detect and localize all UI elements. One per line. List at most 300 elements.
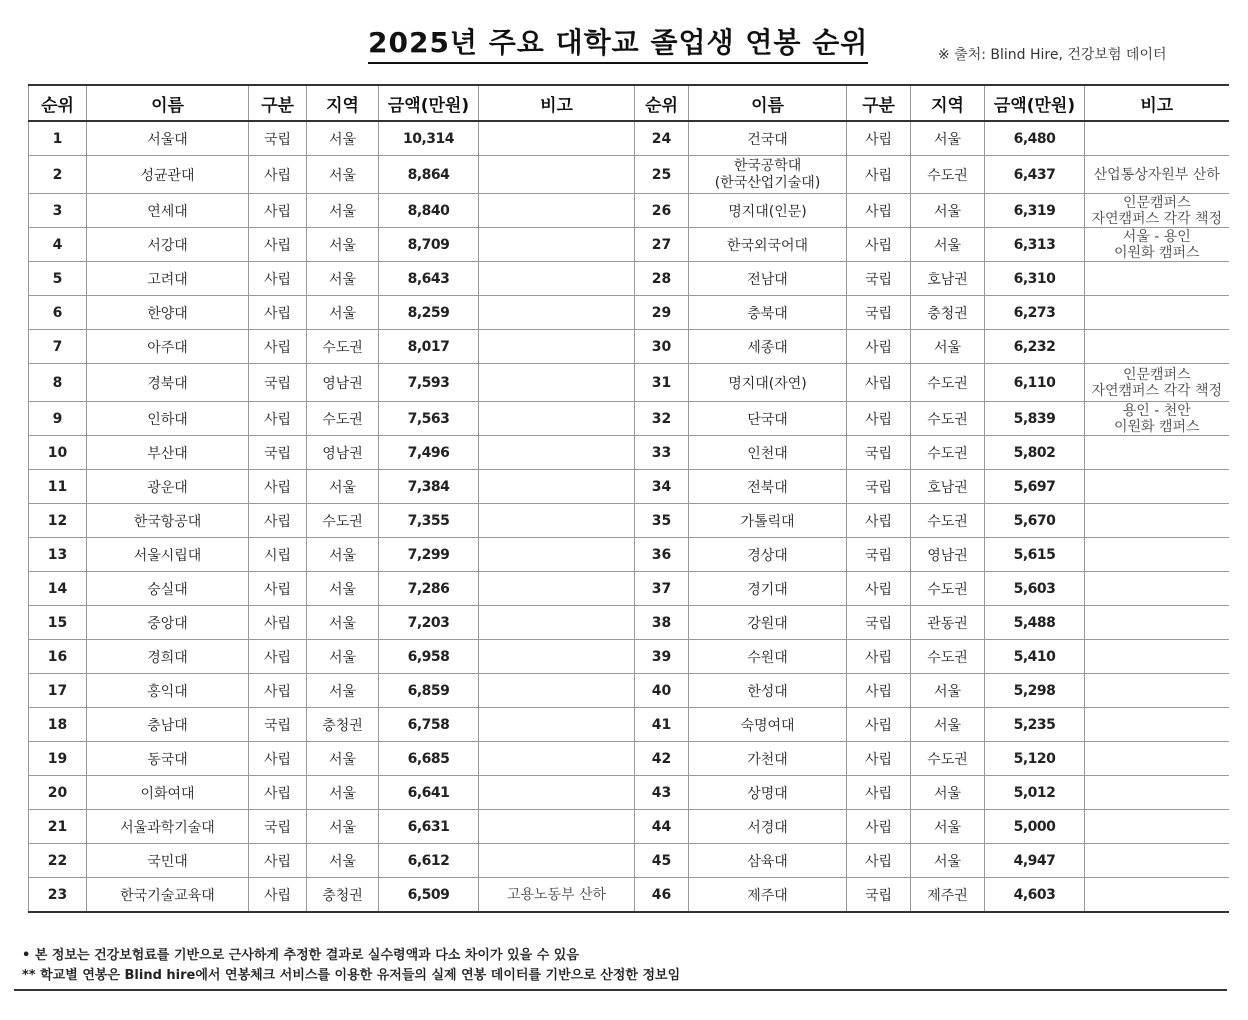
type-cell: 국립 (249, 436, 307, 470)
type-cell: 사립 (847, 156, 911, 194)
name-cell: 삼육대 (689, 844, 847, 878)
type-cell: 국립 (847, 262, 911, 296)
name-cell: 한국공학대 (한국산업기술대) (689, 156, 847, 194)
header-type: 구분 (847, 85, 911, 121)
type-cell: 사립 (847, 640, 911, 674)
rank-cell: 35 (635, 504, 689, 538)
rank-cell: 13 (29, 538, 87, 572)
type-cell: 사립 (249, 606, 307, 640)
type-cell: 국립 (847, 878, 911, 913)
amount-cell: 4,603 (985, 878, 1085, 913)
note-cell (1085, 436, 1229, 470)
header-amount: 금액(만원) (985, 85, 1085, 121)
name-cell: 한양대 (87, 296, 249, 330)
note-cell (479, 436, 635, 470)
type-cell: 사립 (249, 228, 307, 262)
name-cell: 경기대 (689, 572, 847, 606)
header-rank: 순위 (635, 85, 689, 121)
rank-cell: 2 (29, 156, 87, 194)
header-note: 비고 (1085, 85, 1229, 121)
note-cell (1085, 262, 1229, 296)
name-cell: 한국항공대 (87, 504, 249, 538)
note-cell (1085, 640, 1229, 674)
region-cell: 서울 (307, 194, 379, 228)
note-cell (479, 330, 635, 364)
name-cell: 국민대 (87, 844, 249, 878)
note-cell (1085, 538, 1229, 572)
name-cell: 서경대 (689, 810, 847, 844)
name-cell: 숭실대 (87, 572, 249, 606)
region-cell: 서울 (307, 156, 379, 194)
amount-cell: 6,319 (985, 194, 1085, 228)
rank-cell: 1 (29, 121, 87, 156)
type-cell: 국립 (847, 470, 911, 504)
rank-cell: 37 (635, 572, 689, 606)
amount-cell: 6,758 (379, 708, 479, 742)
amount-cell: 6,232 (985, 330, 1085, 364)
name-cell: 동국대 (87, 742, 249, 776)
note-cell (1085, 742, 1229, 776)
note-cell (1085, 121, 1229, 156)
type-cell: 사립 (249, 572, 307, 606)
region-cell: 서울 (307, 470, 379, 504)
amount-cell: 5,000 (985, 810, 1085, 844)
type-cell: 사립 (249, 776, 307, 810)
type-cell: 사립 (847, 572, 911, 606)
amount-cell: 5,410 (985, 640, 1085, 674)
amount-cell: 5,615 (985, 538, 1085, 572)
table-row (29, 228, 1229, 262)
note-cell: 인문캠퍼스 자연캠퍼스 각각 책정 (1085, 364, 1229, 402)
name-cell: 인천대 (689, 436, 847, 470)
rank-cell: 22 (29, 844, 87, 878)
table-row (29, 844, 1229, 878)
type-cell: 사립 (847, 504, 911, 538)
amount-cell: 8,709 (379, 228, 479, 262)
amount-cell: 8,643 (379, 262, 479, 296)
name-cell: 숙명여대 (689, 708, 847, 742)
rank-cell: 14 (29, 572, 87, 606)
rank-cell: 31 (635, 364, 689, 402)
rank-cell: 7 (29, 330, 87, 364)
table-row (29, 538, 1229, 572)
type-cell: 사립 (249, 470, 307, 504)
note-cell (479, 606, 635, 640)
header-name: 이름 (689, 85, 847, 121)
region-cell: 충청권 (307, 708, 379, 742)
table-row (29, 810, 1229, 844)
note-cell (479, 364, 635, 402)
name-cell: 충북대 (689, 296, 847, 330)
name-cell: 이화여대 (87, 776, 249, 810)
note-cell (479, 538, 635, 572)
amount-cell: 7,496 (379, 436, 479, 470)
region-cell: 수도권 (911, 402, 985, 436)
amount-cell: 6,480 (985, 121, 1085, 156)
rank-cell: 34 (635, 470, 689, 504)
table-row (29, 364, 1229, 402)
type-cell: 사립 (847, 228, 911, 262)
region-cell: 서울 (307, 606, 379, 640)
type-cell: 사립 (847, 194, 911, 228)
type-cell: 국립 (847, 436, 911, 470)
rank-cell: 11 (29, 470, 87, 504)
table-row (29, 436, 1229, 470)
region-cell: 수도권 (911, 504, 985, 538)
rank-cell: 38 (635, 606, 689, 640)
name-cell: 경희대 (87, 640, 249, 674)
region-cell: 서울 (911, 330, 985, 364)
name-cell: 고려대 (87, 262, 249, 296)
type-cell: 사립 (249, 878, 307, 913)
amount-cell: 5,802 (985, 436, 1085, 470)
name-cell: 한국기술교육대 (87, 878, 249, 913)
amount-cell: 6,310 (985, 262, 1085, 296)
note-cell (479, 194, 635, 228)
region-cell: 서울 (911, 121, 985, 156)
amount-cell: 7,286 (379, 572, 479, 606)
header-rank: 순위 (29, 85, 87, 121)
note-cell (479, 262, 635, 296)
type-cell: 국립 (847, 606, 911, 640)
amount-cell: 6,437 (985, 156, 1085, 194)
source-caption: ※ 출처: Blind Hire, 건강보험 데이터 (938, 47, 1167, 63)
rank-cell: 15 (29, 606, 87, 640)
region-cell: 수도권 (911, 436, 985, 470)
amount-cell: 5,839 (985, 402, 1085, 436)
rank-cell: 29 (635, 296, 689, 330)
name-cell: 인하대 (87, 402, 249, 436)
ranking-table (28, 84, 1229, 913)
amount-cell: 5,670 (985, 504, 1085, 538)
name-cell: 홍익대 (87, 674, 249, 708)
rank-cell: 4 (29, 228, 87, 262)
region-cell: 서울 (307, 262, 379, 296)
region-cell: 수도권 (911, 156, 985, 194)
name-cell: 성균관대 (87, 156, 249, 194)
region-cell: 서울 (911, 708, 985, 742)
note-cell (1085, 708, 1229, 742)
region-cell: 서울 (307, 296, 379, 330)
type-cell: 국립 (249, 364, 307, 402)
type-cell: 사립 (249, 296, 307, 330)
amount-cell: 8,840 (379, 194, 479, 228)
type-cell: 사립 (249, 674, 307, 708)
type-cell: 사립 (847, 364, 911, 402)
name-cell: 경상대 (689, 538, 847, 572)
note-cell: 서울 - 용인 이원화 캠퍼스 (1085, 228, 1229, 262)
region-cell: 서울 (911, 776, 985, 810)
note-cell (479, 156, 635, 194)
rank-cell: 41 (635, 708, 689, 742)
type-cell: 사립 (249, 742, 307, 776)
name-cell: 명지대(자연) (689, 364, 847, 402)
note-cell (479, 572, 635, 606)
footnote: ** 학교별 연봉은 Blind hire에서 연봉체크 서비스를 이용한 유저들의 실제 연봉 데이터를 기반으로 산정한 정보임 (22, 968, 681, 983)
note-cell (1085, 844, 1229, 878)
amount-cell: 6,641 (379, 776, 479, 810)
note-cell (479, 402, 635, 436)
table-row (29, 878, 1229, 913)
region-cell: 서울 (911, 194, 985, 228)
table-row (29, 640, 1229, 674)
rank-cell: 45 (635, 844, 689, 878)
region-cell: 수도권 (307, 330, 379, 364)
name-cell: 서울과학기술대 (87, 810, 249, 844)
note-cell (1085, 810, 1229, 844)
name-cell: 한성대 (689, 674, 847, 708)
rank-cell: 3 (29, 194, 87, 228)
rank-cell: 42 (635, 742, 689, 776)
region-cell: 서울 (307, 228, 379, 262)
rank-cell: 21 (29, 810, 87, 844)
amount-cell: 5,012 (985, 776, 1085, 810)
type-cell: 국립 (249, 810, 307, 844)
rank-cell: 43 (635, 776, 689, 810)
type-cell: 사립 (249, 194, 307, 228)
note-cell (479, 708, 635, 742)
type-cell: 사립 (249, 844, 307, 878)
table-row (29, 742, 1229, 776)
note-cell: 용인 - 천안 이원화 캠퍼스 (1085, 402, 1229, 436)
note-cell: 인문캠퍼스 자연캠퍼스 각각 책정 (1085, 194, 1229, 228)
note-cell (1085, 330, 1229, 364)
type-cell: 사립 (249, 330, 307, 364)
amount-cell: 7,593 (379, 364, 479, 402)
note-cell (479, 228, 635, 262)
type-cell: 사립 (847, 402, 911, 436)
note-cell (479, 640, 635, 674)
note-cell (479, 674, 635, 708)
header-amount: 금액(만원) (379, 85, 479, 121)
amount-cell: 8,259 (379, 296, 479, 330)
note-cell (1085, 878, 1229, 913)
table-row (29, 262, 1229, 296)
type-cell: 사립 (249, 262, 307, 296)
amount-cell: 7,563 (379, 402, 479, 436)
rank-cell: 8 (29, 364, 87, 402)
region-cell: 수도권 (911, 742, 985, 776)
region-cell: 서울 (307, 674, 379, 708)
amount-cell: 6,110 (985, 364, 1085, 402)
region-cell: 호남권 (911, 262, 985, 296)
amount-cell: 8,017 (379, 330, 479, 364)
type-cell: 사립 (847, 810, 911, 844)
type-cell: 사립 (249, 402, 307, 436)
rank-cell: 6 (29, 296, 87, 330)
amount-cell: 7,203 (379, 606, 479, 640)
amount-cell: 6,509 (379, 878, 479, 913)
region-cell: 수도권 (307, 402, 379, 436)
amount-cell: 5,298 (985, 674, 1085, 708)
type-cell: 국립 (249, 708, 307, 742)
rank-cell: 30 (635, 330, 689, 364)
region-cell: 서울 (911, 228, 985, 262)
region-cell: 서울 (307, 121, 379, 156)
rank-cell: 39 (635, 640, 689, 674)
note-cell (1085, 504, 1229, 538)
header-region: 지역 (307, 85, 379, 121)
header-name: 이름 (87, 85, 249, 121)
amount-cell: 4,947 (985, 844, 1085, 878)
note-cell (1085, 606, 1229, 640)
region-cell: 수도권 (911, 364, 985, 402)
note-cell (479, 296, 635, 330)
table-row (29, 156, 1229, 194)
table-row (29, 296, 1229, 330)
type-cell: 사립 (847, 742, 911, 776)
name-cell: 상명대 (689, 776, 847, 810)
note-cell (1085, 296, 1229, 330)
type-cell: 사립 (249, 640, 307, 674)
footnotes (22, 946, 1227, 986)
region-cell: 서울 (911, 810, 985, 844)
region-cell: 서울 (911, 844, 985, 878)
bottom-divider (14, 989, 1227, 991)
rank-cell: 18 (29, 708, 87, 742)
table-row (29, 708, 1229, 742)
rank-cell: 9 (29, 402, 87, 436)
region-cell: 수도권 (911, 640, 985, 674)
rank-cell: 44 (635, 810, 689, 844)
rank-cell: 5 (29, 262, 87, 296)
rank-cell: 16 (29, 640, 87, 674)
amount-cell: 5,603 (985, 572, 1085, 606)
region-cell: 서울 (911, 674, 985, 708)
header-note: 비고 (479, 85, 635, 121)
note-cell (479, 810, 635, 844)
note-cell: 고용노동부 산하 (479, 878, 635, 913)
name-cell: 세종대 (689, 330, 847, 364)
name-cell: 충남대 (87, 708, 249, 742)
amount-cell: 6,313 (985, 228, 1085, 262)
region-cell: 서울 (307, 810, 379, 844)
note-cell (479, 121, 635, 156)
amount-cell: 6,958 (379, 640, 479, 674)
amount-cell: 7,384 (379, 470, 479, 504)
region-cell: 영남권 (307, 364, 379, 402)
rank-cell: 33 (635, 436, 689, 470)
footnote: • 본 정보는 건강보험료를 기반으로 근사하게 추정한 결과로 실수령액과 다소 차이가 있을 수 있음 (22, 948, 579, 963)
table-row (29, 194, 1229, 228)
table-body (29, 121, 1229, 912)
region-cell: 수도권 (911, 572, 985, 606)
type-cell: 사립 (249, 504, 307, 538)
note-cell (479, 776, 635, 810)
amount-cell: 5,488 (985, 606, 1085, 640)
region-cell: 충청권 (307, 878, 379, 913)
table-row (29, 606, 1229, 640)
table-row (29, 402, 1229, 436)
rank-cell: 24 (635, 121, 689, 156)
amount-cell: 7,299 (379, 538, 479, 572)
note-cell (1085, 674, 1229, 708)
region-cell: 서울 (307, 572, 379, 606)
name-cell: 강원대 (689, 606, 847, 640)
type-cell: 시립 (249, 538, 307, 572)
page-title: 2025년 주요 대학교 졸업생 연봉 순위 (368, 26, 868, 64)
amount-cell: 5,120 (985, 742, 1085, 776)
table-row (29, 674, 1229, 708)
amount-cell: 5,235 (985, 708, 1085, 742)
type-cell: 사립 (847, 674, 911, 708)
rank-cell: 46 (635, 878, 689, 913)
rank-cell: 27 (635, 228, 689, 262)
type-cell: 사립 (847, 330, 911, 364)
type-cell: 국립 (249, 121, 307, 156)
name-cell: 서울시립대 (87, 538, 249, 572)
table-row (29, 504, 1229, 538)
note-cell (479, 742, 635, 776)
name-cell: 전남대 (689, 262, 847, 296)
note-cell (479, 504, 635, 538)
region-cell: 서울 (307, 640, 379, 674)
name-cell: 명지대(인문) (689, 194, 847, 228)
rank-cell: 19 (29, 742, 87, 776)
name-cell: 연세대 (87, 194, 249, 228)
amount-cell: 7,355 (379, 504, 479, 538)
name-cell: 가톨릭대 (689, 504, 847, 538)
rank-cell: 36 (635, 538, 689, 572)
rank-cell: 32 (635, 402, 689, 436)
table-row (29, 776, 1229, 810)
region-cell: 제주권 (911, 878, 985, 913)
table-row (29, 470, 1229, 504)
name-cell: 가천대 (689, 742, 847, 776)
region-cell: 영남권 (307, 436, 379, 470)
note-cell (479, 844, 635, 878)
amount-cell: 6,631 (379, 810, 479, 844)
type-cell: 사립 (847, 708, 911, 742)
rank-cell: 28 (635, 262, 689, 296)
rank-cell: 25 (635, 156, 689, 194)
header-type: 구분 (249, 85, 307, 121)
table-header (29, 85, 1229, 121)
rank-cell: 20 (29, 776, 87, 810)
name-cell: 한국외국어대 (689, 228, 847, 262)
name-cell: 아주대 (87, 330, 249, 364)
name-cell: 중앙대 (87, 606, 249, 640)
name-cell: 서울대 (87, 121, 249, 156)
amount-cell: 6,612 (379, 844, 479, 878)
name-cell: 부산대 (87, 436, 249, 470)
type-cell: 국립 (847, 296, 911, 330)
amount-cell: 6,685 (379, 742, 479, 776)
region-cell: 관동권 (911, 606, 985, 640)
rank-cell: 10 (29, 436, 87, 470)
region-cell: 영남권 (911, 538, 985, 572)
region-cell: 서울 (307, 776, 379, 810)
name-cell: 광운대 (87, 470, 249, 504)
note-cell (1085, 776, 1229, 810)
rank-cell: 40 (635, 674, 689, 708)
note-cell (1085, 572, 1229, 606)
region-cell: 수도권 (307, 504, 379, 538)
region-cell: 서울 (307, 742, 379, 776)
rank-cell: 17 (29, 674, 87, 708)
note-cell: 산업통상자원부 산하 (1085, 156, 1229, 194)
table-row (29, 121, 1229, 156)
header-region: 지역 (911, 85, 985, 121)
name-cell: 경북대 (87, 364, 249, 402)
amount-cell: 6,273 (985, 296, 1085, 330)
region-cell: 호남권 (911, 470, 985, 504)
table-row (29, 572, 1229, 606)
amount-cell: 10,314 (379, 121, 479, 156)
rank-cell: 23 (29, 878, 87, 913)
rank-cell: 12 (29, 504, 87, 538)
note-cell (479, 470, 635, 504)
